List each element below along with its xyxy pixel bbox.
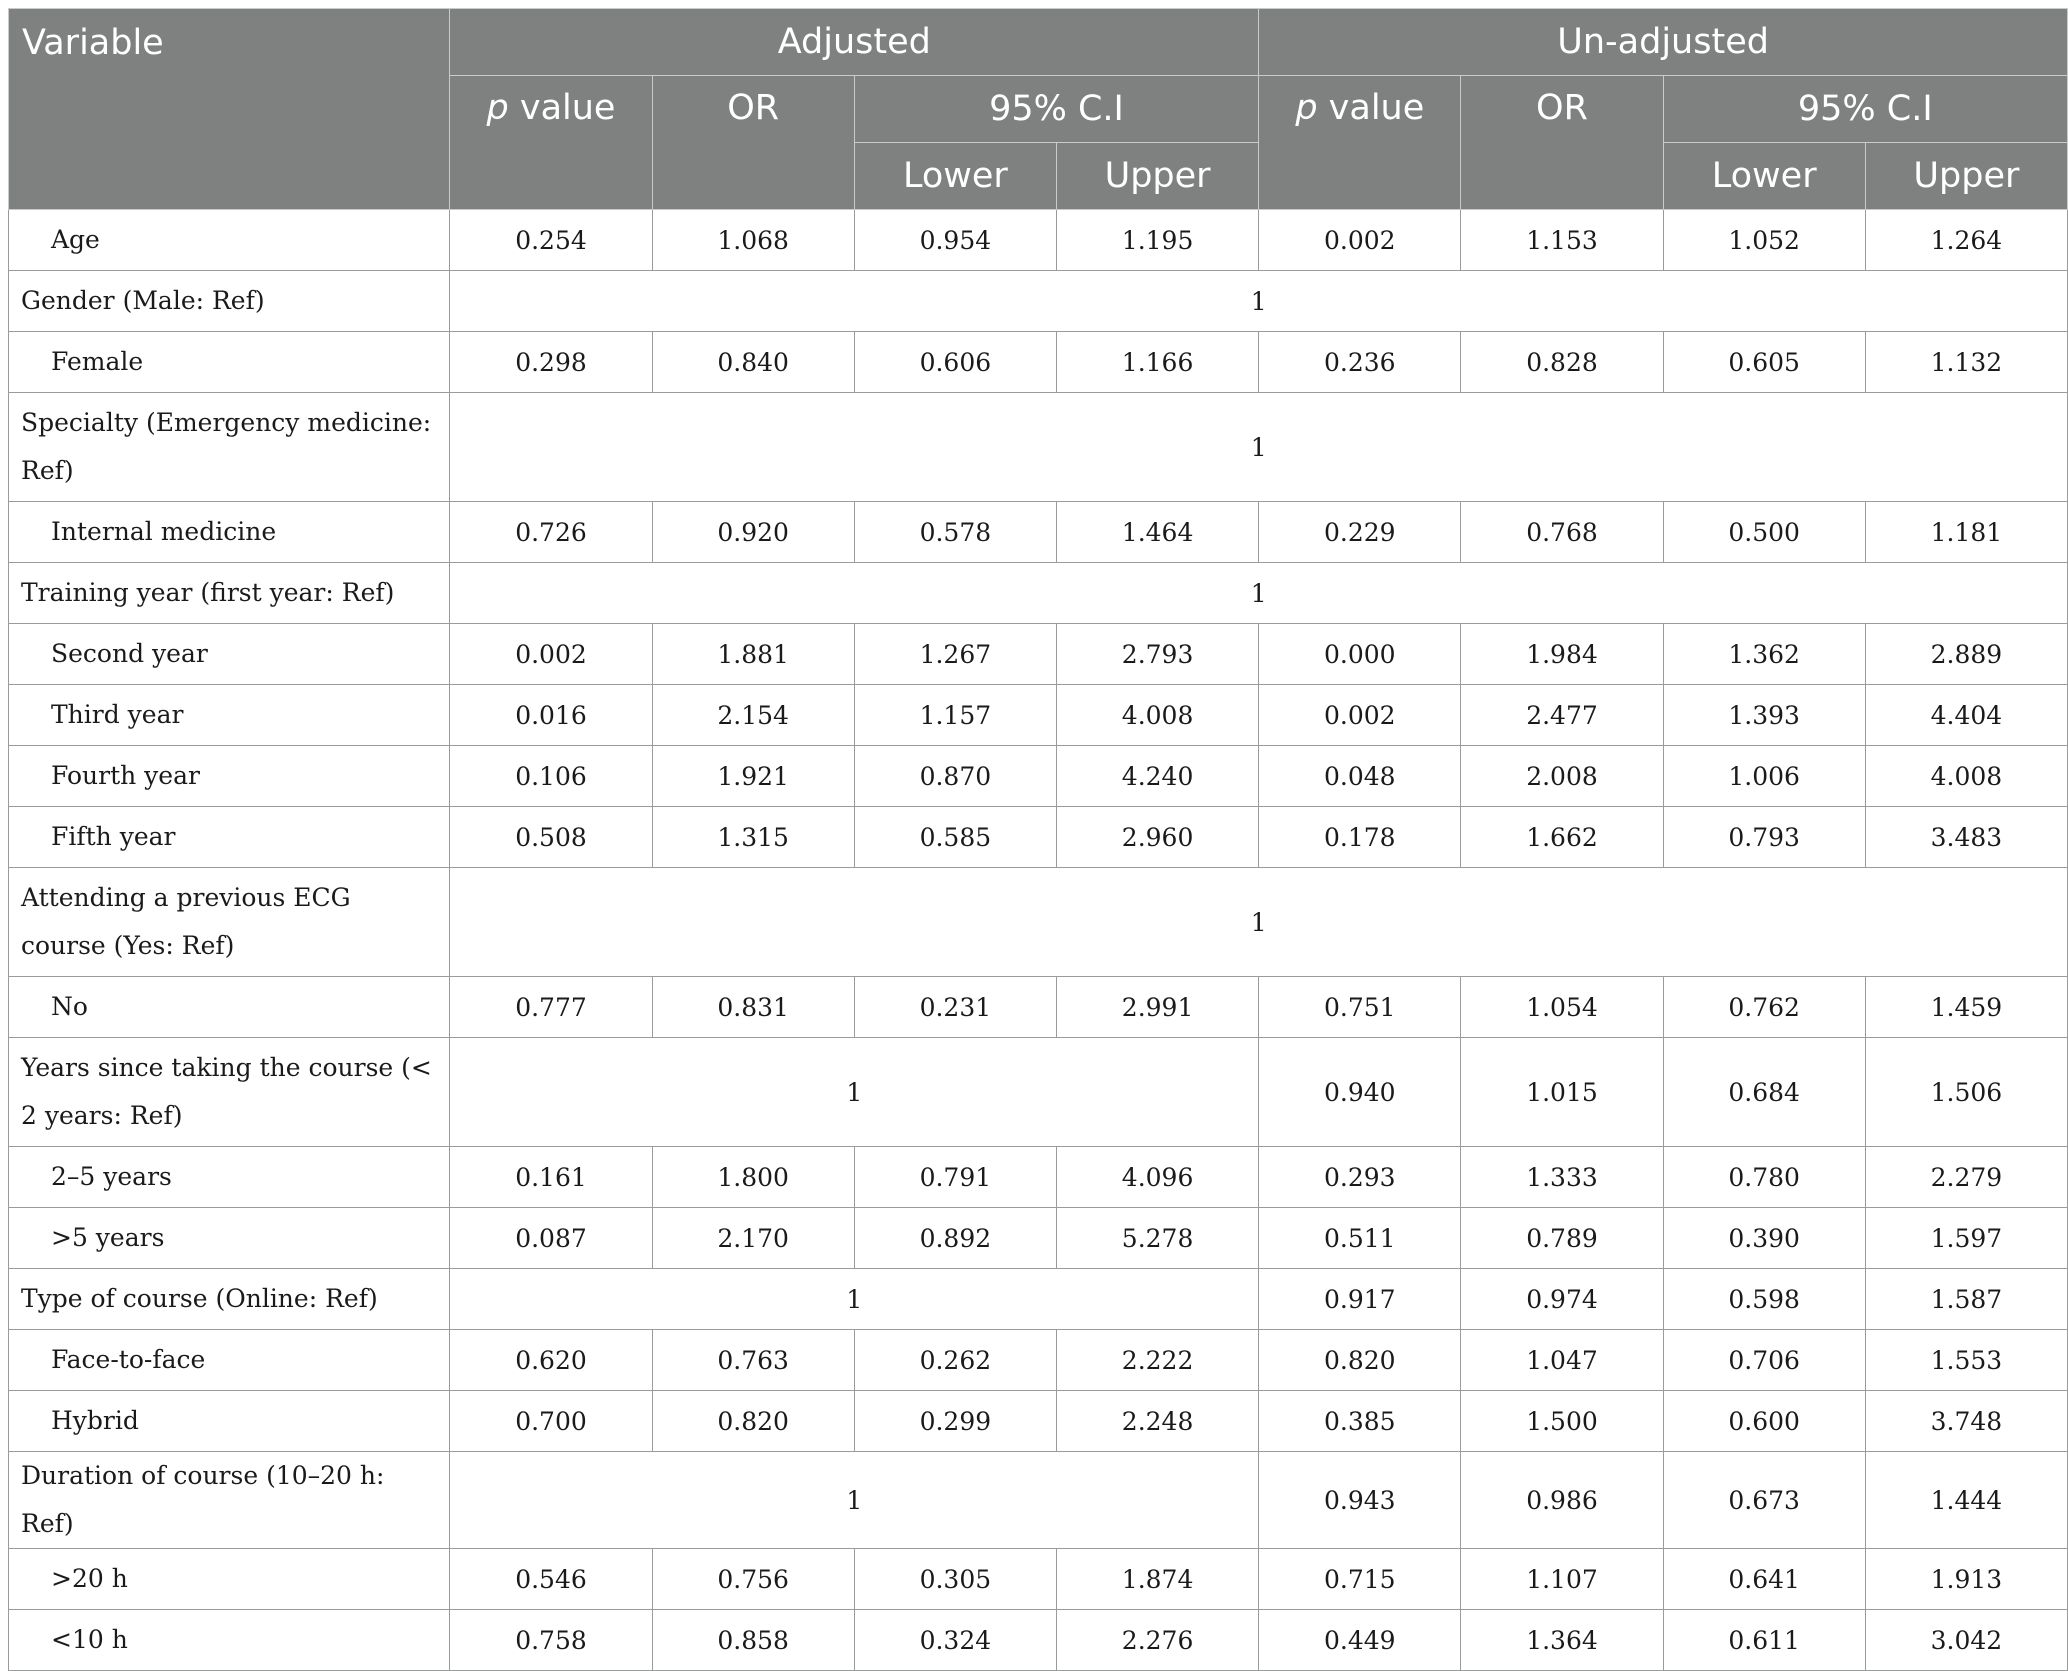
unadjusted-ci-lower-cell: 0.611 (1663, 1610, 1865, 1671)
unadjusted-ci-upper-cell: 3.483 (1865, 807, 2067, 868)
adjusted-or-cell: 0.831 (652, 977, 854, 1038)
unadjusted-ci-lower-cell: 1.052 (1663, 210, 1865, 271)
unadjusted-ci-upper-cell: 1.913 (1865, 1549, 2067, 1610)
adjusted-ci-upper-cell: 1.464 (1056, 502, 1258, 563)
unadjusted-or-cell: 1.107 (1461, 1549, 1663, 1610)
adjusted-ci-lower-cell: 0.585 (854, 807, 1056, 868)
adjusted-ci-lower-cell: 1.267 (854, 624, 1056, 685)
adjusted-ci-lower-cell: 0.870 (854, 746, 1056, 807)
adjusted-p-value-cell: 0.546 (450, 1549, 652, 1610)
reference-cell: 1 (450, 1269, 1259, 1330)
unadjusted-p-value-cell: 0.820 (1259, 1330, 1461, 1391)
table-row (9, 1610, 2068, 1671)
adjusted-ci-upper-cell: 1.874 (1056, 1549, 1258, 1610)
adjusted-or-cell: 2.170 (652, 1208, 854, 1269)
row-label: Internal medicine (9, 502, 450, 563)
row-label: Face-to-face (9, 1330, 450, 1391)
adjusted-ci-upper-cell: 2.991 (1056, 977, 1258, 1038)
adjusted-or-cell: 0.763 (652, 1330, 854, 1391)
adjusted-or-cell: 1.800 (652, 1147, 854, 1208)
unadjusted-ci-upper-cell: 3.748 (1865, 1391, 2067, 1452)
adjusted-ci-upper-cell: 1.195 (1056, 210, 1258, 271)
table-row (9, 685, 2068, 746)
header-unadj-ci: 95% C.I (1663, 76, 2067, 143)
unadjusted-ci-lower-cell: 0.390 (1663, 1208, 1865, 1269)
adjusted-or-cell: 0.756 (652, 1549, 854, 1610)
adjusted-ci-lower-cell: 0.231 (854, 977, 1056, 1038)
adjusted-ci-lower-cell: 0.305 (854, 1549, 1056, 1610)
unadjusted-p-value-cell: 0.236 (1259, 332, 1461, 393)
adjusted-or-cell: 0.920 (652, 502, 854, 563)
unadjusted-ci-upper-cell: 4.008 (1865, 746, 2067, 807)
unadjusted-ci-lower-cell: 0.762 (1663, 977, 1865, 1038)
unadjusted-ci-upper-cell: 1.264 (1865, 210, 2067, 271)
unadjusted-ci-upper-cell: 2.279 (1865, 1147, 2067, 1208)
unadjusted-ci-lower-cell: 0.500 (1663, 502, 1865, 563)
reference-cell: 1 (450, 1452, 1259, 1549)
row-label: No (9, 977, 450, 1038)
unadjusted-or-cell: 1.153 (1461, 210, 1663, 271)
unadjusted-ci-upper-cell: 3.042 (1865, 1610, 2067, 1671)
adjusted-p-value-cell: 0.298 (450, 332, 652, 393)
table-row (9, 1208, 2068, 1269)
unadjusted-or-cell: 1.984 (1461, 624, 1663, 685)
adjusted-ci-upper-cell: 2.276 (1056, 1610, 1258, 1671)
unadjusted-ci-lower-cell: 1.393 (1663, 685, 1865, 746)
row-label: 2–5 years (9, 1147, 450, 1208)
row-label: Type of course (Online: Ref) (9, 1269, 450, 1330)
adjusted-ci-upper-cell: 1.166 (1056, 332, 1258, 393)
unadjusted-p-value-cell: 0.751 (1259, 977, 1461, 1038)
header-adj-p-value (450, 76, 652, 210)
row-label: Fifth year (9, 807, 450, 868)
unadjusted-or-cell: 0.986 (1461, 1452, 1663, 1549)
table-row (9, 624, 2068, 685)
reference-cell: 1 (450, 563, 2068, 624)
table-row (9, 332, 2068, 393)
header-adj-or: OR (652, 76, 854, 210)
regression-results-table (8, 8, 2068, 1671)
value-word: value (508, 88, 616, 128)
adjusted-p-value-cell: 0.726 (450, 502, 652, 563)
unadjusted-ci-lower-cell: 0.780 (1663, 1147, 1865, 1208)
header-unadj-upper: Upper (1865, 143, 2067, 210)
unadjusted-or-cell: 0.828 (1461, 332, 1663, 393)
value-word: value (1317, 88, 1425, 128)
unadjusted-ci-upper-cell: 1.132 (1865, 332, 2067, 393)
unadjusted-or-cell: 1.015 (1461, 1038, 1663, 1147)
row-label: Attending a previous ECG course (Yes: Ref) (9, 868, 450, 977)
adjusted-or-cell: 1.068 (652, 210, 854, 271)
adjusted-ci-lower-cell: 0.262 (854, 1330, 1056, 1391)
header-unadj-p-value (1259, 76, 1461, 210)
row-label: Second year (9, 624, 450, 685)
table-row (9, 210, 2068, 271)
unadjusted-p-value-cell: 0.940 (1259, 1038, 1461, 1147)
unadjusted-p-value-cell: 0.002 (1259, 685, 1461, 746)
unadjusted-or-cell: 1.662 (1461, 807, 1663, 868)
adjusted-ci-lower-cell: 0.892 (854, 1208, 1056, 1269)
adjusted-ci-lower-cell: 0.324 (854, 1610, 1056, 1671)
adjusted-p-value-cell: 0.700 (450, 1391, 652, 1452)
row-label: Duration of course (10–20 h: Ref) (9, 1452, 450, 1549)
adjusted-or-cell: 0.858 (652, 1610, 854, 1671)
unadjusted-or-cell: 2.008 (1461, 746, 1663, 807)
table-header (9, 9, 2068, 210)
table-row (9, 746, 2068, 807)
table-row (9, 393, 2068, 502)
table-row (9, 1549, 2068, 1610)
unadjusted-ci-upper-cell: 4.404 (1865, 685, 2067, 746)
unadjusted-ci-lower-cell: 0.605 (1663, 332, 1865, 393)
table-row (9, 977, 2068, 1038)
table-row (9, 502, 2068, 563)
unadjusted-ci-lower-cell: 0.706 (1663, 1330, 1865, 1391)
results-table-container (8, 8, 2068, 1671)
unadjusted-or-cell: 2.477 (1461, 685, 1663, 746)
unadjusted-or-cell: 1.054 (1461, 977, 1663, 1038)
unadjusted-ci-lower-cell: 1.362 (1663, 624, 1865, 685)
reference-cell: 1 (450, 868, 2068, 977)
reference-cell: 1 (450, 393, 2068, 502)
table-row (9, 563, 2068, 624)
unadjusted-ci-upper-cell: 1.597 (1865, 1208, 2067, 1269)
row-label: Hybrid (9, 1391, 450, 1452)
table-row (9, 807, 2068, 868)
unadjusted-ci-upper-cell: 1.587 (1865, 1269, 2067, 1330)
unadjusted-ci-upper-cell: 1.181 (1865, 502, 2067, 563)
adjusted-ci-lower-cell: 1.157 (854, 685, 1056, 746)
row-label: >5 years (9, 1208, 450, 1269)
table-row (9, 1330, 2068, 1391)
table-row (9, 1269, 2068, 1330)
adjusted-p-value-cell: 0.254 (450, 210, 652, 271)
unadjusted-or-cell: 1.500 (1461, 1391, 1663, 1452)
unadjusted-ci-upper-cell: 1.444 (1865, 1452, 2067, 1549)
adjusted-or-cell: 2.154 (652, 685, 854, 746)
unadjusted-p-value-cell: 0.449 (1259, 1610, 1461, 1671)
adjusted-p-value-cell: 0.758 (450, 1610, 652, 1671)
header-adj-ci: 95% C.I (854, 76, 1258, 143)
adjusted-p-value-cell: 0.002 (450, 624, 652, 685)
unadjusted-p-value-cell: 0.229 (1259, 502, 1461, 563)
row-label: Years since taking the course (< 2 years: Ref) (9, 1038, 450, 1147)
adjusted-or-cell: 0.820 (652, 1391, 854, 1452)
adjusted-p-value-cell: 0.620 (450, 1330, 652, 1391)
unadjusted-p-value-cell: 0.178 (1259, 807, 1461, 868)
unadjusted-or-cell: 0.768 (1461, 502, 1663, 563)
row-label: >20 h (9, 1549, 450, 1610)
adjusted-ci-upper-cell: 4.096 (1056, 1147, 1258, 1208)
table-row (9, 868, 2068, 977)
table-row (9, 1452, 2068, 1549)
row-label: Age (9, 210, 450, 271)
adjusted-ci-lower-cell: 0.791 (854, 1147, 1056, 1208)
table-row (9, 1147, 2068, 1208)
table-body (9, 210, 2068, 1671)
adjusted-ci-upper-cell: 2.960 (1056, 807, 1258, 868)
unadjusted-p-value-cell: 0.002 (1259, 210, 1461, 271)
adjusted-or-cell: 1.315 (652, 807, 854, 868)
adjusted-ci-lower-cell: 0.954 (854, 210, 1056, 271)
table-row (9, 271, 2068, 332)
unadjusted-or-cell: 1.047 (1461, 1330, 1663, 1391)
unadjusted-ci-lower-cell: 0.598 (1663, 1269, 1865, 1330)
header-unadjusted: Un-adjusted (1259, 9, 2068, 76)
header-unadj-or: OR (1461, 76, 1663, 210)
unadjusted-ci-upper-cell: 2.889 (1865, 624, 2067, 685)
adjusted-p-value-cell: 0.087 (450, 1208, 652, 1269)
row-label: <10 h (9, 1610, 450, 1671)
row-label: Specialty (Emergency medicine: Ref) (9, 393, 450, 502)
unadjusted-ci-lower-cell: 0.793 (1663, 807, 1865, 868)
unadjusted-p-value-cell: 0.917 (1259, 1269, 1461, 1330)
unadjusted-or-cell: 0.789 (1461, 1208, 1663, 1269)
adjusted-p-value-cell: 0.161 (450, 1147, 652, 1208)
adjusted-ci-upper-cell: 4.240 (1056, 746, 1258, 807)
unadjusted-ci-lower-cell: 0.600 (1663, 1391, 1865, 1452)
unadjusted-ci-lower-cell: 0.641 (1663, 1549, 1865, 1610)
header-variable: Variable (9, 9, 450, 210)
unadjusted-p-value-cell: 0.048 (1259, 746, 1461, 807)
adjusted-p-value-cell: 0.777 (450, 977, 652, 1038)
adjusted-or-cell: 1.921 (652, 746, 854, 807)
adjusted-p-value-cell: 0.106 (450, 746, 652, 807)
adjusted-or-cell: 0.840 (652, 332, 854, 393)
unadjusted-ci-upper-cell: 1.553 (1865, 1330, 2067, 1391)
adjusted-ci-upper-cell: 2.222 (1056, 1330, 1258, 1391)
row-label: Fourth year (9, 746, 450, 807)
row-label: Female (9, 332, 450, 393)
adjusted-ci-lower-cell: 0.606 (854, 332, 1056, 393)
unadjusted-ci-lower-cell: 0.673 (1663, 1452, 1865, 1549)
row-label: Third year (9, 685, 450, 746)
p-letter: p (486, 88, 509, 128)
table-row (9, 1391, 2068, 1452)
adjusted-ci-upper-cell: 4.008 (1056, 685, 1258, 746)
header-adj-lower: Lower (854, 143, 1056, 210)
adjusted-p-value-cell: 0.016 (450, 685, 652, 746)
unadjusted-ci-lower-cell: 0.684 (1663, 1038, 1865, 1147)
header-unadj-lower: Lower (1663, 143, 1865, 210)
unadjusted-ci-upper-cell: 1.506 (1865, 1038, 2067, 1147)
adjusted-ci-upper-cell: 2.248 (1056, 1391, 1258, 1452)
adjusted-ci-lower-cell: 0.578 (854, 502, 1056, 563)
unadjusted-p-value-cell: 0.511 (1259, 1208, 1461, 1269)
p-letter: p (1295, 88, 1318, 128)
reference-cell: 1 (450, 271, 2068, 332)
header-adjusted: Adjusted (450, 9, 1259, 76)
unadjusted-or-cell: 0.974 (1461, 1269, 1663, 1330)
unadjusted-p-value-cell: 0.000 (1259, 624, 1461, 685)
unadjusted-ci-lower-cell: 1.006 (1663, 746, 1865, 807)
adjusted-ci-lower-cell: 0.299 (854, 1391, 1056, 1452)
unadjusted-or-cell: 1.333 (1461, 1147, 1663, 1208)
unadjusted-or-cell: 1.364 (1461, 1610, 1663, 1671)
adjusted-ci-upper-cell: 5.278 (1056, 1208, 1258, 1269)
unadjusted-ci-upper-cell: 1.459 (1865, 977, 2067, 1038)
header-adj-upper: Upper (1056, 143, 1258, 210)
unadjusted-p-value-cell: 0.385 (1259, 1391, 1461, 1452)
reference-cell: 1 (450, 1038, 1259, 1147)
adjusted-p-value-cell: 0.508 (450, 807, 652, 868)
unadjusted-p-value-cell: 0.293 (1259, 1147, 1461, 1208)
adjusted-or-cell: 1.881 (652, 624, 854, 685)
unadjusted-p-value-cell: 0.943 (1259, 1452, 1461, 1549)
adjusted-ci-upper-cell: 2.793 (1056, 624, 1258, 685)
table-row (9, 1038, 2068, 1147)
unadjusted-p-value-cell: 0.715 (1259, 1549, 1461, 1610)
row-label: Training year (first year: Ref) (9, 563, 450, 624)
row-label: Gender (Male: Ref) (9, 271, 450, 332)
